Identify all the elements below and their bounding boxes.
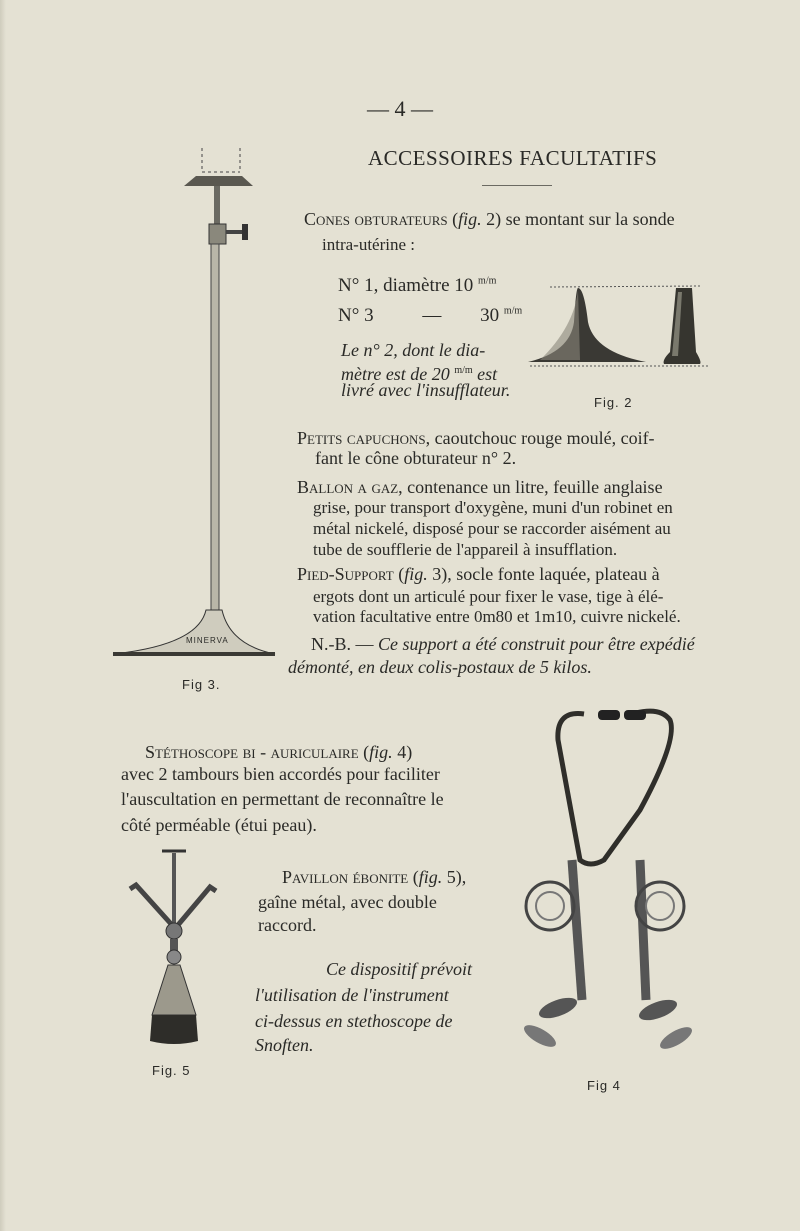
pied-line2: ergots dont un articulé pour fixer le vase, tige à élé- bbox=[313, 587, 664, 606]
dispositif-line1: Ce dispositif prévoit bbox=[326, 959, 472, 979]
cones-row2-label: N° 3 bbox=[338, 305, 374, 326]
capuchons-line1 bbox=[297, 428, 727, 449]
title-rule bbox=[482, 185, 552, 186]
dispositif-line4: Snoften. bbox=[255, 1035, 314, 1055]
ballon-line4: tube de soufflerie de l'appareil à insufflation. bbox=[313, 540, 618, 559]
pavillon-line1: Pavillon ébonite (fig. 5), bbox=[282, 867, 467, 887]
pavillon-heading: Pavillon ébonite bbox=[282, 867, 409, 887]
ballon-text-1: contenance un litre, feuille anglaise bbox=[407, 477, 663, 497]
capuchons-text-1: caoutchouc rouge moulé, coif- bbox=[434, 428, 655, 448]
cones-note-line2a: mètre est de 20 bbox=[341, 364, 450, 384]
fig5-pavillon-illustration bbox=[126, 845, 226, 1050]
page-number: — 4 — bbox=[367, 96, 433, 121]
cones-row2-dash: — bbox=[422, 305, 442, 326]
stetho-fig-ref: fig. bbox=[369, 742, 393, 762]
fig2-caption: Fig. 2 bbox=[594, 395, 633, 410]
fig3-stand-illustration bbox=[110, 140, 280, 660]
cones-note-line3: livré avec l'insufflateur. bbox=[341, 380, 511, 400]
pavillon-fig-ref: fig. bbox=[418, 867, 443, 887]
cones-note-line2b: est bbox=[477, 364, 498, 384]
cones-row2-value: 30 bbox=[480, 305, 500, 326]
cones-heading: Cones obturateurs bbox=[304, 209, 448, 229]
pied-fig-num: 3), bbox=[432, 564, 452, 584]
nb-line2: démonté, en deux colis-postaux de 5 kilos. bbox=[288, 657, 592, 677]
pavillon-line2: gaîne métal, avec double bbox=[258, 892, 437, 912]
ballon-heading: Ballon a gaz, bbox=[297, 477, 403, 497]
page-title: ACCESSOIRES FACULTATIFS bbox=[368, 146, 658, 170]
pavillon-fig-num: 5), bbox=[446, 867, 467, 887]
fig3-caption: Fig 3. bbox=[182, 677, 221, 692]
fig4-stethoscope-illustration bbox=[520, 700, 710, 1060]
dispositif-line3: ci-dessus en stethoscope de bbox=[255, 1011, 453, 1031]
cones-fig-num: 2) bbox=[486, 209, 502, 229]
nb-line1 bbox=[311, 634, 695, 655]
stetho-line4: côté perméable (étui peau). bbox=[121, 815, 317, 835]
pied-text-1: socle fonte laquée, plateau à bbox=[456, 564, 660, 584]
capuchons-line2: fant le cône obturateur n° 2. bbox=[315, 448, 517, 468]
cones-fig-ref: fig. bbox=[458, 209, 482, 229]
cones-tail: se montant sur la sonde bbox=[505, 209, 675, 229]
cones-row1 bbox=[338, 275, 496, 297]
cones-row1-label: N° 1, diamètre 10 bbox=[338, 275, 474, 296]
ballon-line1 bbox=[297, 477, 663, 498]
pavillon-line3: raccord. bbox=[258, 915, 317, 935]
stetho-fig-num: 4) bbox=[397, 742, 413, 762]
fig2-cones-illustration bbox=[520, 282, 720, 382]
capuchons-heading: Petits capuchons, bbox=[297, 428, 431, 448]
stetho-line2: avec 2 tambours bien accordés pour faciliter bbox=[121, 764, 440, 784]
pied-fig-ref: fig. bbox=[404, 564, 428, 584]
cones-row2-unit: m/m bbox=[503, 305, 523, 317]
fig3-stand-label: MINERVA bbox=[186, 636, 229, 645]
cones-note-line1: Le n° 2, dont le dia- bbox=[341, 340, 486, 360]
stetho-line3: l'auscultation en permettant de reconnaître le bbox=[121, 789, 444, 809]
cones-paragraph: Cones obturateurs (fig. 2) se montant sur la sonde bbox=[304, 209, 675, 229]
pied-line1: Pied-Support (fig. 3), socle fonte laquée, plateau à bbox=[297, 564, 660, 584]
pied-line3: vation facultative entre 0m80 et 1m10, cuivre nickelé. bbox=[313, 607, 681, 626]
cones-line2: intra-utérine : bbox=[322, 235, 415, 254]
ballon-line2: grise, pour transport d'oxygène, muni d'un robinet en bbox=[313, 498, 673, 517]
cones-note-unit: m/m bbox=[454, 365, 473, 376]
fig5-caption: Fig. 5 bbox=[152, 1063, 191, 1078]
stetho-heading: Stéthoscope bi - auriculaire bbox=[145, 742, 359, 762]
cones-row2 bbox=[338, 305, 522, 327]
nb-text-1: Ce support a été construit pour être expédié bbox=[378, 634, 695, 654]
nb-label: N.-B. — bbox=[311, 634, 374, 654]
pied-heading: Pied-Support bbox=[297, 564, 394, 584]
stetho-line1: Stéthoscope bi - auriculaire (fig. 4) bbox=[145, 742, 413, 762]
dispositif-line2: l'utilisation de l'instrument bbox=[255, 985, 449, 1005]
cones-row1-unit: m/m bbox=[478, 275, 497, 287]
ballon-line3: métal nickelé, disposé pour se raccorder aisément au bbox=[313, 519, 671, 538]
page-edge bbox=[0, 0, 6, 1231]
fig4-caption: Fig 4 bbox=[587, 1078, 621, 1093]
